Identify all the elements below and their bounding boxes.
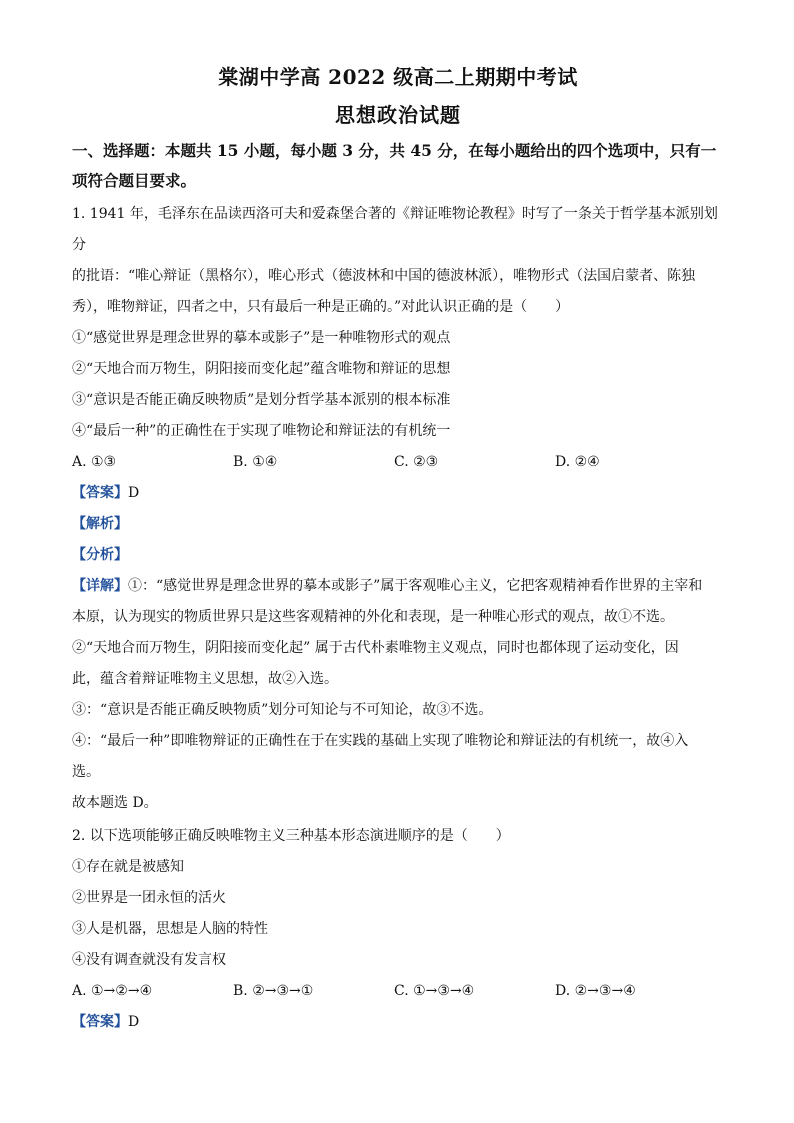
section-heading-line: 一、选择题：本题共 15 小题，每小题 3 分，共 45 分，在每小题给出的四个选项中，只有一 xyxy=(72,141,717,160)
option-b: B. ②→③→① xyxy=(233,983,314,999)
detail-line: 此，蕴含着辩证唯物主义思想，故②入选。 xyxy=(72,671,338,687)
statement: ④没有调查就没有发言权 xyxy=(72,952,226,968)
statement: ②“天地合而万物生，阴阳接而变化起”蕴含唯物和辩证的思想 xyxy=(72,361,451,377)
detail-line: ③：“意识是否能正确反映物质”划分可知论与不可知论，故③不选。 xyxy=(72,702,493,718)
question-1 xyxy=(72,199,724,819)
option-d: D. ②→③→④ xyxy=(555,983,636,999)
question-stem-line: 2. 以下选项能够正确反映唯物主义三种基本形态演进顺序的是（ ） xyxy=(72,828,510,844)
statement: ②世界是一团永恒的活火 xyxy=(72,890,226,906)
statement: ①“感觉世界是理念世界的摹本或影子”是一种唯物形式的观点 xyxy=(72,330,451,346)
analysis-label: 解析 xyxy=(86,516,114,532)
detail-line: ④：“最后一种”即唯物辩证的正确性在于在实践的基础上实现了唯物论和辩证法的有机统一，故④入 xyxy=(72,733,689,749)
statement: ③“意识是否能正确反映物质”是划分哲学基本派别的根本标准 xyxy=(72,392,451,408)
option-d: D. ②④ xyxy=(555,454,600,470)
answer-value: D xyxy=(128,1014,140,1030)
detail-line: 选。 xyxy=(72,764,100,780)
statement: ③人是机器，思想是人脑的特性 xyxy=(72,921,268,937)
statement: ①存在就是被感知 xyxy=(72,859,184,875)
statement: ④“最后一种”的正确性在于实现了唯物论和辩证法的有机统一 xyxy=(72,423,451,439)
answer-value: D xyxy=(128,485,140,501)
detail-text: ①：“感觉世界是理念世界的摹本或影子”属于客观唯心主义，它把客观精神看作世界的主宰和 xyxy=(128,578,703,594)
fenxi-label: 分析 xyxy=(86,547,114,563)
answer-label: 答案 xyxy=(86,485,114,501)
section-heading-line: 项符合题目要求。 xyxy=(72,171,197,190)
answer-row: 【答案】D xyxy=(72,485,140,501)
analysis-row: 【解析】 xyxy=(72,516,128,532)
answer-options xyxy=(72,976,724,1007)
option-c: C. ②③ xyxy=(394,454,439,470)
option-c: C. ①→③→④ xyxy=(394,983,475,999)
answer-row: 【答案】D xyxy=(72,1014,140,1030)
answer-label: 答案 xyxy=(86,1014,114,1030)
fenxi-row: 【分析】 xyxy=(72,547,128,563)
question-stem-line: 1. 1941 年，毛泽东在品读西洛可夫和爱森堡合著的《辩证唯物论教程》时写了一条关于哲学基本派别划分 xyxy=(72,206,718,253)
option-b: B. ①④ xyxy=(233,454,278,470)
detail-line: 本原，认为现实的物质世界只是这些客观精神的外化和表现，是一种唯心形式的观点，故①不选。 xyxy=(72,609,674,625)
detail-line: ②“天地合而万物生，阴阳接而变化起” 属于古代朴素唯物主义观点，同时也都体现了运动变化，因 xyxy=(72,640,679,656)
section-heading xyxy=(72,136,724,196)
exam-subject-title: 思想政治试题 xyxy=(335,103,461,127)
exam-title: 棠湖中学高 2022 级高二上期期中考试 xyxy=(218,65,578,89)
question-stem-line: 的批语：“唯心辩证（黑格尔），唯心形式（德波林和中国的德波林派），唯物形式（法国启蒙者、陈独 xyxy=(72,268,696,284)
exam-page xyxy=(72,62,724,1038)
option-a: A. ①③ xyxy=(72,454,117,470)
detail-line: 故本题选 D。 xyxy=(72,795,158,811)
question-2 xyxy=(72,821,724,1038)
detail-line: 【详解】①：“感觉世界是理念世界的摹本或影子”属于客观唯心主义，它把客观精神看作世界的主宰和 xyxy=(72,578,703,594)
detail-label: 详解 xyxy=(86,578,114,594)
option-a: A. ①→②→④ xyxy=(72,983,153,999)
answer-options xyxy=(72,447,724,478)
question-stem-line: 秀），唯物辩证，四者之中，只有最后一种是正确的。”对此认识正确的是（ ） xyxy=(72,299,570,315)
